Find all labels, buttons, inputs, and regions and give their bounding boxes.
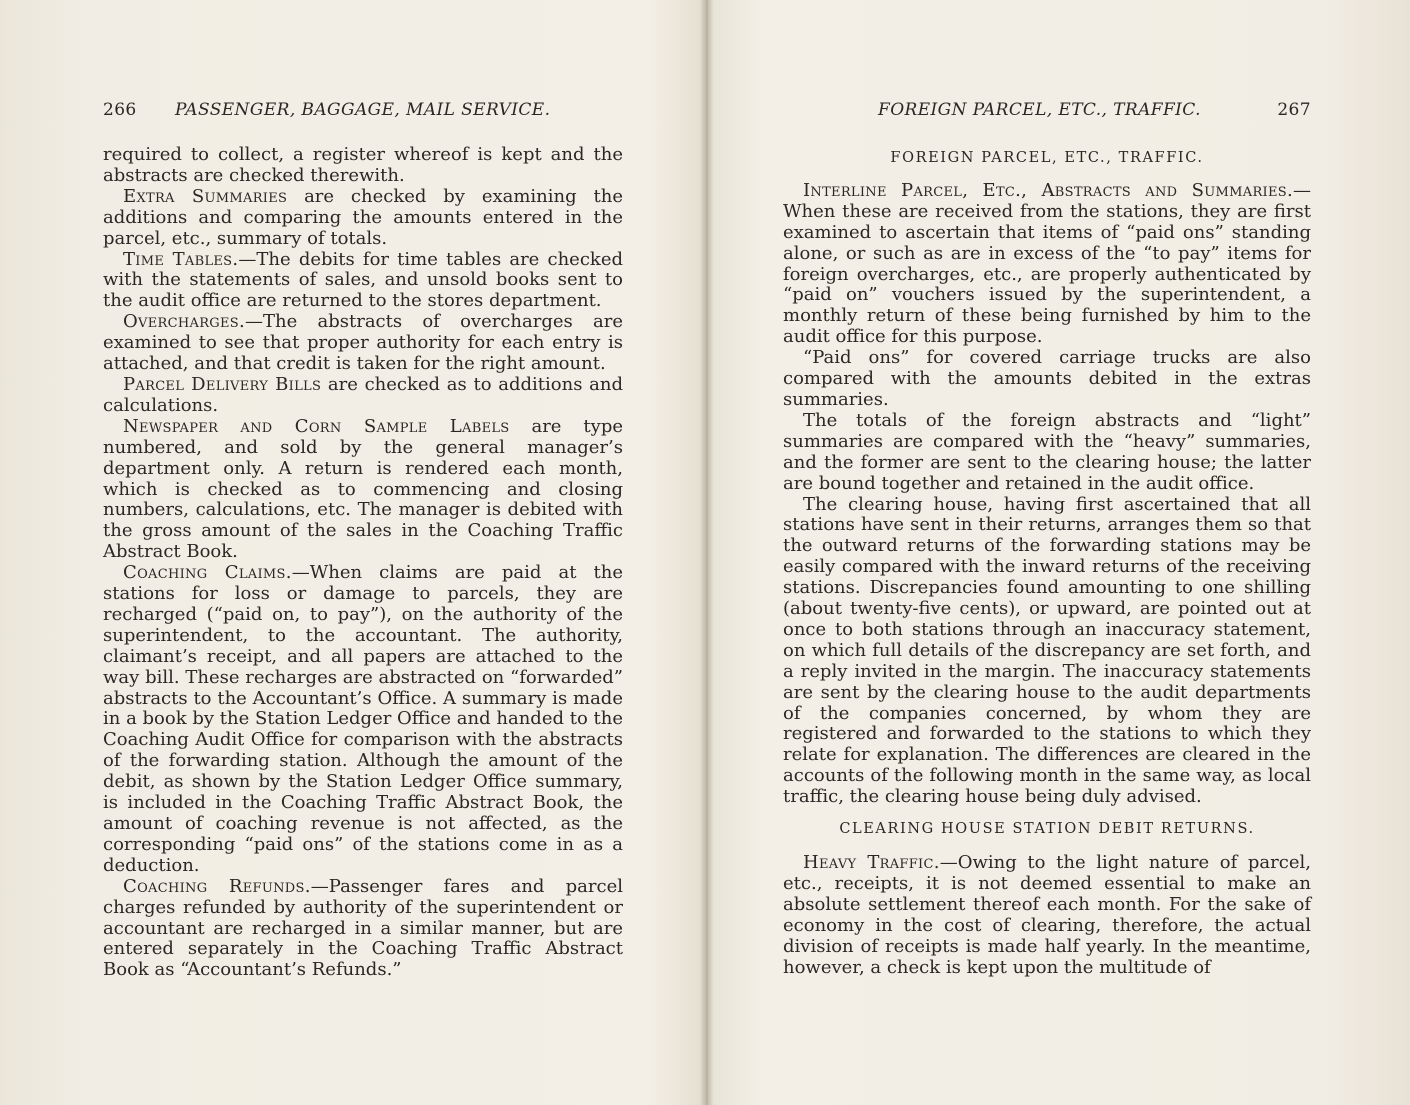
right-page-number: 267 — [1277, 100, 1311, 120]
left-page-body — [103, 145, 623, 981]
paragraph: Parcel Delivery Bills are checked as to additions and calculations. — [103, 373, 623, 416]
paragraph: The totals of the foreign abstracts and “light” summaries are compared with the “heavy” summaries, and the former are sent to the clearing house; the latter are bound together and retained in the audit office. — [783, 409, 1311, 494]
paragraph: The clearing house, having first ascertained that all stations have sent in their returns, arranges them so that the outward returns of the forwarding stations may be easily compared with the inward returns of the receiving stations. Discrepancies found amounting to one shilling (about twenty-five cents), or upward, are pointed out at once to both stations through an inaccuracy statement, on which full details of the discrepancy are set forth, and a reply invited in the margin. The inaccuracy statements are sent by the clearing house to the audit departments of the companies concerned, by whom they are registered and forwarded to the stations to which they relate for explanation. The differences are cleared in the accounts of the following month in the same way, as local traffic, the clearing house being duly advised. — [783, 493, 1311, 808]
paragraph: required to collect, a register whereof is kept and the abstracts are checked therewith. — [103, 144, 623, 186]
right-page-body — [783, 145, 1311, 978]
paragraph-lead: Interline Parcel, Etc., Abstracts and Summaries. — [803, 179, 1293, 201]
left-page-number: 266 — [103, 100, 137, 120]
paragraph: “Paid ons” for covered carriage trucks are also compared with the amounts debited in the extras summaries. — [783, 347, 1311, 410]
paragraph-lead: Extra Summaries — [123, 185, 288, 207]
right-running-head: FOREIGN PARCEL, ETC., TRAFFIC. — [878, 100, 1201, 120]
paragraph: Coaching Claims.—When claims are paid at the stations for loss or damage to parcels, they are recharged (“paid on, to pay”), on the authority of the superintendent, to the accountant. The authority, claimant’s receipt, and all papers are attached to the way bill. These recharges are abstracted on “forwarded” abstracts to the Accountant’s Office. A summary is made in a book by the Station Ledger Office and handed to the Coaching Audit Office for comparison with the abstracts of the forwarding station. Although the amount of the debit, as shown by the Station Ledger Office summary, is included in the Coaching Traffic Abstract Book, the amount of coaching revenue is not affected, as the corresponding “paid ons” of the stations come in as a deduction. — [103, 562, 623, 876]
paragraph: Overcharges.—The abstracts of overcharges are examined to see that proper authority for each entry is attached, and that credit is taken for the right amount. — [103, 311, 623, 375]
paragraph-lead: Coaching Claims. — [123, 562, 292, 584]
paragraph-lead: Time Tables. — [123, 248, 239, 270]
paragraph: Heavy Traffic.—Owing to the light nature of parcel, etc., receipts, it is not deemed essential to make an absolute settlement thereof each month. For the sake of economy in the cost of clearing, therefore, the actual division of receipts is made half yearly. In the meantime, however, a check is kept upon the multitude of — [783, 852, 1311, 978]
paragraph: Coaching Refunds.—Passenger fares and parcel charges refunded by authority of the superintendent or accountant are recharged in a similar manner, but are entered separately in the Coaching Traffic Abstract Book as “Accountant’s Refunds.” — [103, 875, 624, 981]
paragraph-lead: Coaching Refunds. — [123, 875, 311, 897]
paragraph: Time Tables.—The debits for time tables are checked with the statements of sales, and unsold books sent to the audit office are returned to the stores department. — [103, 248, 623, 312]
paragraph: Newspaper and Corn Sample Labels are type numbered, and sold by the general manager’s department only. A return is rendered each month, which is checked as to commencing and closing numbers, calculations, etc. The manager is debited with the gross amount of the sales in the Coaching Traffic Abstract Book. — [103, 415, 623, 563]
section-title: FOREIGN PARCEL, ETC., TRAFFIC. — [890, 150, 1204, 166]
section-title: CLEARING HOUSE STATION DEBIT RETURNS. — [839, 821, 1255, 838]
paragraph: Interline Parcel, Etc., Abstracts and Summaries.—When these are received from the stations, they are first examined to ascertain that items of “paid ons” standing alone, or such as are in excess of the “to pay” items for foreign overcharges, etc., are properly authenticated by “paid on” vouchers issued by the superintendent, a monthly return of these being furnished by him to the audit office for this purpose. — [783, 179, 1311, 348]
left-running-head: PASSENGER, BAGGAGE, MAIL SERVICE. — [175, 100, 551, 120]
paragraph: Extra Summaries are checked by examining the additions and comparing the amounts entered in the parcel, etc., summary of totals. — [103, 185, 623, 249]
paragraph-lead: Parcel Delivery Bills — [123, 373, 322, 395]
paragraph-lead: Newspaper and Corn Sample Labels — [123, 415, 510, 437]
right-page — [705, 0, 1410, 1105]
paragraph-lead: Heavy Traffic. — [803, 852, 940, 873]
paragraph-lead: Overcharges. — [123, 311, 245, 333]
